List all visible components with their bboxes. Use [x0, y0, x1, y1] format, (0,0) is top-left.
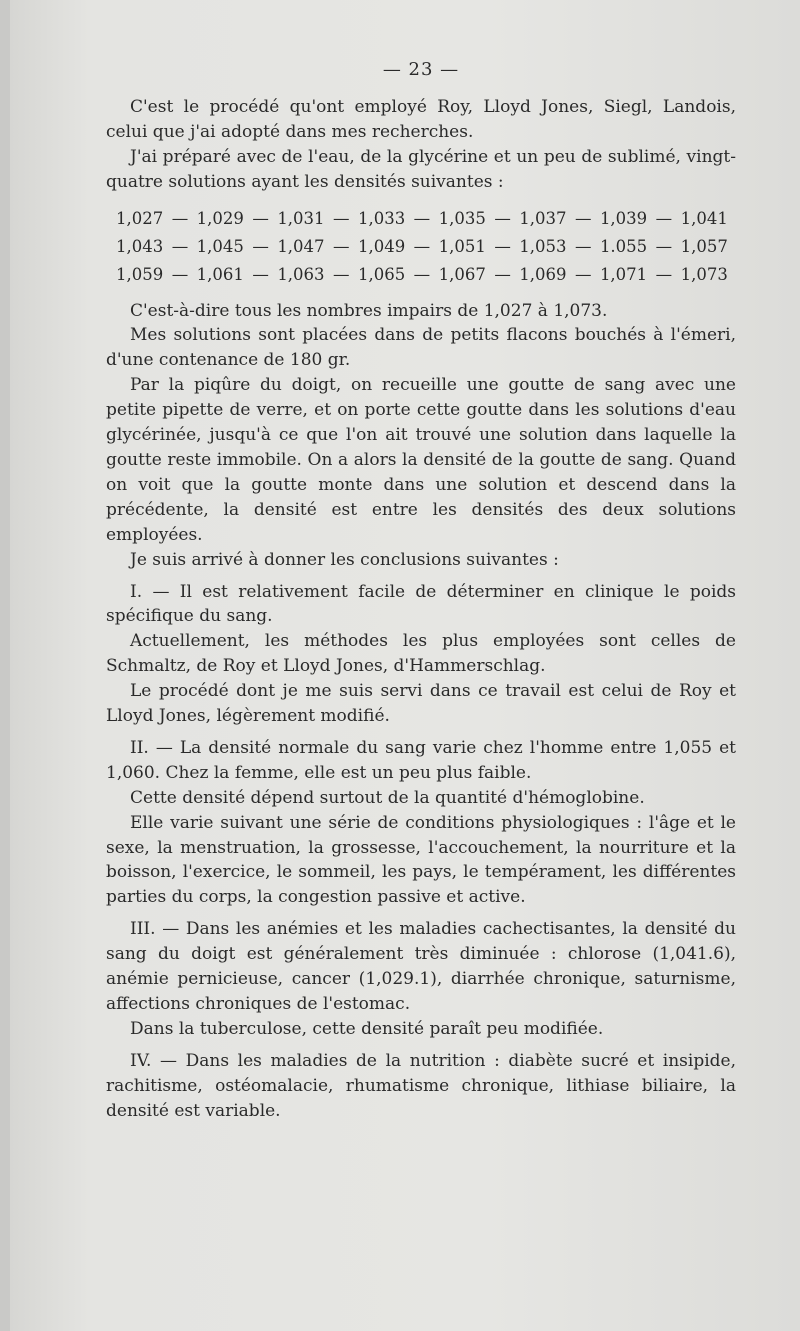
density-value: 1.055	[599, 236, 648, 256]
density-value: 1,049	[357, 236, 406, 256]
density-dash: —	[494, 264, 511, 284]
paragraph-flasks: Mes solutions sont placées dans de petits flacons bouchés à l'émeri, d'une contenance de 180 gr.	[106, 325, 736, 371]
paragraph-solutions-prepared: J'ai préparé avec de l'eau, de la glycérine et un peu de sublimé, vingt-quatre solutions ayant les densités suivantes :	[106, 146, 736, 192]
paragraph-conclusions-intro: Je suis arrivé à donner les conclusions suivantes :	[130, 549, 559, 570]
density-value: 1,053	[519, 236, 567, 256]
densities-row-3	[116, 261, 728, 289]
density-dash: —	[413, 208, 431, 228]
density-dash: —	[171, 208, 189, 228]
densities-table	[116, 205, 728, 289]
density-value: 1,047	[277, 236, 325, 256]
density-value: 1,043	[116, 236, 164, 256]
density-dash: —	[252, 264, 269, 284]
density-value: 1,057	[680, 236, 728, 256]
page-number: — 23 —	[382, 59, 460, 80]
density-value: 1,061	[196, 264, 244, 284]
density-value: 1,037	[519, 208, 567, 228]
density-value: 1,045	[196, 236, 244, 256]
conclusion-2-conditions: Elle varie suivant une série de conditions physiologiques : l'âge et le sexe, la menstruation, la grossesse, l'accouchement, la nourriture et la boisson, l'exercice, le sommeil, les pays, le tempérament, les différentes parties du corps, la congestion passive et active.	[106, 812, 736, 908]
density-value: 1,073	[680, 264, 728, 284]
conclusion-3: III. — Dans les anémies et les maladies cachectisantes, la densité du sang du doigt est généralement très diminuée : chlorose (1,041.6), anémie pernicieuse, cancer (1,029.1), diarrhée chronique, saturnisme, affections chroniques de l'estomac.	[106, 919, 736, 1014]
density-dash: —	[494, 236, 511, 256]
density-dash: —	[574, 208, 592, 228]
conclusion-1-procedure: Le procédé dont je me suis servi dans ce travail est celui de Roy et Lloyd Jones, légèrement modifié.	[106, 681, 736, 727]
densities-row-2	[116, 233, 728, 261]
density-value: 1,031	[277, 208, 325, 228]
density-dash: —	[574, 264, 592, 284]
density-dash: —	[655, 208, 673, 228]
density-dash: —	[655, 264, 673, 284]
density-value: 1,071	[599, 264, 648, 284]
density-value: 1,035	[438, 208, 486, 228]
density-dash: —	[333, 264, 350, 284]
density-dash: —	[252, 208, 269, 228]
density-value: 1,063	[277, 264, 325, 284]
density-dash: —	[494, 208, 511, 228]
book-page	[10, 0, 800, 1331]
density-value: 1,041	[680, 208, 728, 228]
density-dash: —	[171, 236, 189, 256]
conclusion-1-methods: Actuellement, les méthodes les plus employées sont celles de Schmaltz, de Roy et Lloyd Jones, d'Hammerschlag.	[106, 631, 736, 677]
conclusion-2: II. — La densité normale du sang varie chez l'homme entre 1,055 et 1,060. Chez la femme, elle est un peu plus faible.	[106, 737, 736, 783]
conclusion-3-tuberculosis: Dans la tuberculose, cette densité paraît peu modifiée.	[130, 1018, 604, 1039]
density-value: 1,067	[438, 264, 486, 284]
density-value: 1,027	[116, 208, 164, 228]
densities-row-1	[116, 205, 728, 233]
paragraph-odd-numbers: C'est-à-dire tous les nombres impairs de 1,027 à 1,073.	[130, 300, 608, 321]
density-value: 1,051	[438, 236, 486, 256]
density-value: 1,039	[599, 208, 648, 228]
density-dash: —	[333, 236, 350, 256]
density-dash: —	[252, 236, 269, 256]
conclusion-4: IV. — Dans les maladies de la nutrition : diabète sucré et insipide, rachitisme, ostéomalacie, rhumatisme chronique, lithiase biliaire, la densité est variable.	[106, 1050, 736, 1121]
conclusion-2-hemoglobin: Cette densité dépend surtout de la quantité d'hémoglobine.	[130, 787, 645, 808]
paragraph-finger-prick-method: Par la piqûre du doigt, on recueille une goutte de sang avec une petite pipette de verre, et on porte cette goutte dans les solutions d'eau glycérinée, jusqu'à ce que l'on ait trouvé une solution dans laquelle la goutte reste immobile. On a alors la densité de la goutte de sang. Quand on voit que la goutte monte dans une solution et descend dans la précédente, la densité est entre les densités des deux solutions employées.	[106, 375, 736, 545]
density-value: 1,033	[357, 208, 406, 228]
density-value: 1,059	[116, 264, 164, 284]
density-dash: —	[333, 208, 350, 228]
density-dash: —	[413, 236, 431, 256]
density-dash: —	[413, 264, 431, 284]
density-dash: —	[171, 264, 189, 284]
page-text-block	[106, 58, 736, 1124]
density-dash: —	[574, 236, 592, 256]
density-value: 1,029	[196, 208, 244, 228]
paragraph-procedure-origin: C'est le procédé qu'ont employé Roy, Lloyd Jones, Siegl, Landois, celui que j'ai adopté dans mes recherches.	[106, 96, 736, 142]
density-value: 1,065	[357, 264, 406, 284]
density-value: 1,069	[519, 264, 567, 284]
conclusion-1: I. — Il est relativement facile de déterminer en clinique le poids spécifique du sang.	[106, 581, 736, 627]
density-dash: —	[655, 236, 673, 256]
